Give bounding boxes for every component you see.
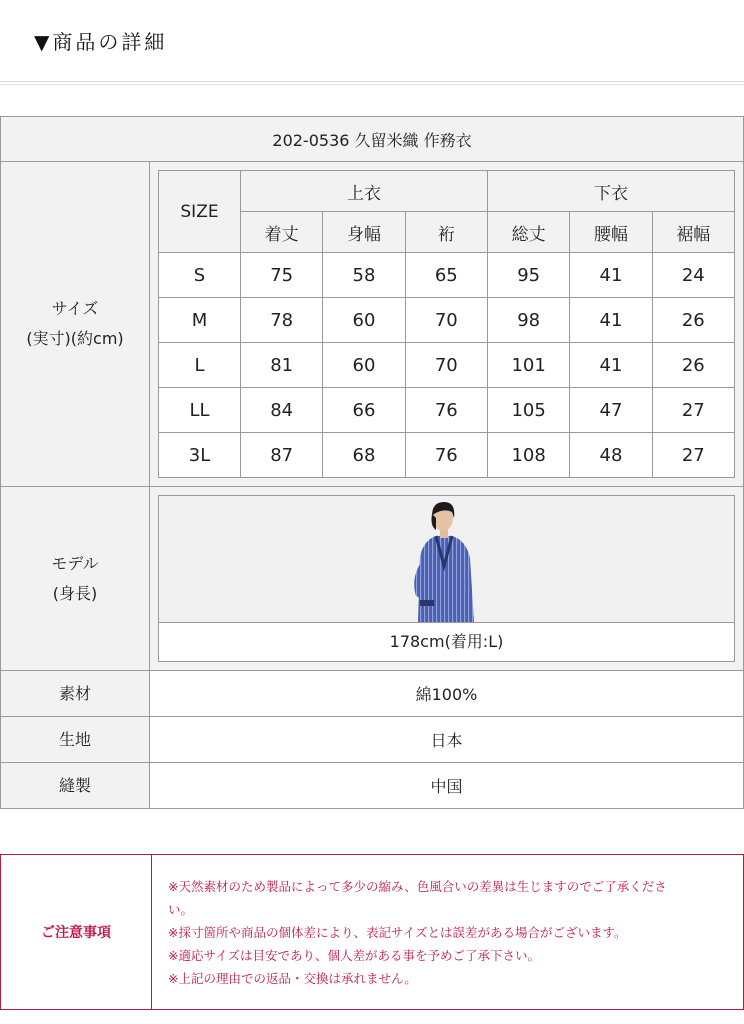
column-header: 身幅 [323, 212, 405, 253]
size-label-line1: サイズ [51, 299, 99, 318]
size-cell: 48 [570, 433, 652, 478]
product-name: 202-0536 久留米織 作務衣 [1, 117, 744, 162]
divider [0, 81, 744, 82]
size-cell: 65 [405, 253, 487, 298]
product-spec-table [0, 116, 744, 809]
size-table [158, 170, 735, 478]
size-name: M [159, 298, 241, 343]
size-name: 3L [159, 433, 241, 478]
size-cell: 26 [652, 298, 734, 343]
size-row [159, 343, 735, 388]
notice-label: ご注意事項 [1, 855, 152, 1009]
model-container [150, 487, 744, 671]
size-table-container [150, 162, 744, 487]
size-cell: 84 [241, 388, 323, 433]
size-name: S [159, 253, 241, 298]
top-garment-header: 上衣 [241, 171, 488, 212]
size-cell: 76 [405, 388, 487, 433]
divider [0, 84, 744, 85]
notice-line: ※天然素材のため製品によって多少の縮み、色風合いの差異は生じますのでご了承くださ [168, 879, 667, 894]
sewing-origin-value: 中国 [150, 763, 744, 809]
model-photo [159, 496, 734, 623]
size-cell: 105 [487, 388, 569, 433]
model-label-line1: モデル [51, 553, 99, 573]
column-header: 着丈 [241, 212, 323, 253]
notice-box [0, 854, 744, 1010]
notice-line: ※適応サイズは目安であり、個人差がある事を予めご了承下さい。 [168, 948, 540, 963]
size-cell: 41 [570, 343, 652, 388]
size-row [159, 253, 735, 298]
notice-line: ※採寸箇所や商品の個体差により、表記サイズとは誤差がある場合がございます。 [168, 925, 627, 940]
sewing-origin-label: 縫製 [1, 763, 150, 809]
size-cell: 76 [405, 433, 487, 478]
size-cell: 60 [323, 298, 405, 343]
size-cell: 47 [570, 388, 652, 433]
size-cell: 70 [405, 298, 487, 343]
size-cell: 81 [241, 343, 323, 388]
size-cell: 26 [652, 343, 734, 388]
model-label-line2: (身長) [52, 583, 98, 603]
size-column-header: SIZE [159, 171, 241, 253]
size-cell: 95 [487, 253, 569, 298]
size-cell: 101 [487, 343, 569, 388]
section-header [0, 0, 744, 82]
column-header: 総丈 [487, 212, 569, 253]
column-header: 裄 [405, 212, 487, 253]
notice-line: ※上記の理由での返品・交換は承れません。 [168, 971, 417, 986]
model-box [158, 495, 735, 662]
size-cell: 27 [652, 388, 734, 433]
model-figure-image [396, 496, 496, 622]
size-cell: 75 [241, 253, 323, 298]
column-header: 腰幅 [570, 212, 652, 253]
size-cell: 41 [570, 253, 652, 298]
size-cell: 58 [323, 253, 405, 298]
model-label [1, 487, 150, 671]
bottom-garment-header: 下衣 [487, 171, 734, 212]
fabric-origin-label: 生地 [1, 717, 150, 763]
notice-body [152, 855, 743, 1009]
size-cell: 87 [241, 433, 323, 478]
size-cell: 98 [487, 298, 569, 343]
column-header: 裾幅 [652, 212, 734, 253]
size-cell: 41 [570, 298, 652, 343]
size-label [1, 162, 150, 487]
size-cell: 68 [323, 433, 405, 478]
size-row [159, 298, 735, 343]
size-cell: 78 [241, 298, 323, 343]
size-label-line2: (実寸)(約cm) [26, 329, 124, 348]
size-cell: 66 [323, 388, 405, 433]
size-cell: 27 [652, 433, 734, 478]
material-value: 綿100% [150, 671, 744, 717]
size-cell: 24 [652, 253, 734, 298]
size-name: L [159, 343, 241, 388]
size-row [159, 433, 735, 478]
size-cell: 60 [323, 343, 405, 388]
size-name: LL [159, 388, 241, 433]
section-title: ▼商品の詳細 [34, 30, 168, 54]
material-label: 素材 [1, 671, 150, 717]
size-row [159, 388, 735, 433]
size-cell: 70 [405, 343, 487, 388]
size-cell: 108 [487, 433, 569, 478]
fabric-origin-value: 日本 [150, 717, 744, 763]
notice-line: い。 [168, 902, 194, 917]
model-caption: 178cm(着用:L) [389, 632, 504, 651]
